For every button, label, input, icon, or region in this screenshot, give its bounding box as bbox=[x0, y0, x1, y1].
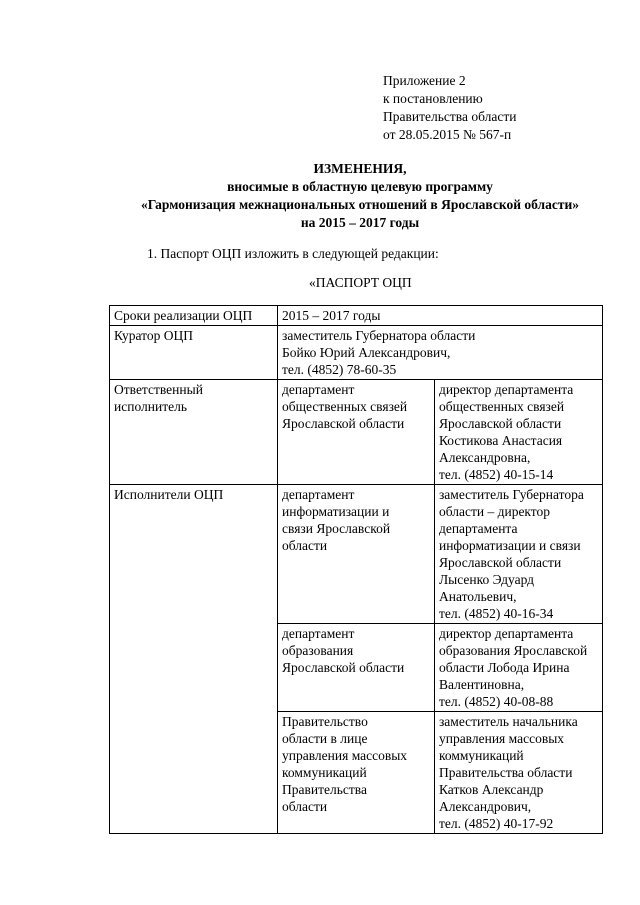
cell-line: образования bbox=[282, 643, 354, 658]
cell-line: тел. (4852) 40-15-14 bbox=[438, 467, 554, 482]
cell-line: области в лице bbox=[282, 731, 368, 746]
responsible-label bbox=[110, 380, 278, 485]
cell-line: коммуникаций bbox=[282, 765, 367, 780]
table-row bbox=[110, 485, 603, 624]
cell-line: Александрович, bbox=[438, 799, 532, 814]
responsible-org bbox=[278, 380, 435, 485]
appendix-block bbox=[383, 72, 516, 144]
cell-line: департамент bbox=[282, 382, 355, 397]
cell-line: заместитель Губернатора bbox=[438, 487, 584, 502]
cell-line: области Лобода Ирина bbox=[438, 660, 570, 675]
table-row bbox=[110, 306, 603, 326]
cell-line: Александровна, bbox=[438, 450, 531, 465]
paragraph-1: 1. Паспорт ОЦП изложить в следующей редакции: bbox=[147, 246, 439, 261]
executor-person bbox=[434, 624, 602, 712]
passport-table bbox=[109, 305, 603, 834]
cell-line: Валентиновна, bbox=[438, 677, 525, 692]
cell-line: информатизации и bbox=[282, 504, 390, 519]
cell-line: Катков Александр bbox=[438, 782, 544, 797]
table-row bbox=[110, 326, 603, 380]
cell-line: управления массовых bbox=[438, 731, 565, 746]
period-value: 2015 – 2017 годы bbox=[278, 306, 603, 326]
table-row bbox=[110, 380, 603, 485]
executors-label: Исполнители ОЦП bbox=[110, 485, 278, 834]
title-line: ИЗМЕНЕНИЯ, bbox=[313, 161, 407, 176]
cell-line: области bbox=[282, 799, 328, 814]
cell-line: Костикова Анастасия bbox=[438, 433, 563, 448]
cell-line: области – директор bbox=[438, 504, 551, 519]
cell-line: директор департамента bbox=[438, 626, 574, 641]
appendix-line: от 28.05.2015 № 567-п bbox=[383, 127, 512, 142]
document-title bbox=[100, 160, 620, 232]
cell-line: Правительства области bbox=[438, 765, 573, 780]
executor-org bbox=[278, 485, 435, 624]
passport-heading: «ПАСПОРТ ОЦП bbox=[309, 275, 412, 290]
curator-label: Куратор ОЦП bbox=[110, 326, 278, 380]
cell-line: управления массовых bbox=[282, 748, 408, 763]
period-label: Сроки реализации ОЦП bbox=[110, 306, 278, 326]
cell-line: департамент bbox=[282, 487, 355, 502]
cell-line: Лысенко Эдуард bbox=[438, 572, 535, 587]
cell-line: Бойко Юрий Александрович, bbox=[282, 345, 451, 360]
cell-line: общественных связей bbox=[438, 399, 565, 414]
cell-line: тел. (4852) 40-16-34 bbox=[438, 606, 554, 621]
executor-person bbox=[434, 485, 602, 624]
cell-line: Ярославской области bbox=[438, 555, 562, 570]
curator-value bbox=[278, 326, 603, 380]
cell-line: тел. (4852) 40-17-92 bbox=[438, 816, 554, 831]
cell-line: тел. (4852) 78-60-35 bbox=[282, 362, 397, 377]
cell-line: области bbox=[282, 538, 328, 553]
executor-org bbox=[278, 712, 435, 834]
cell-line: Анатольевич, bbox=[438, 589, 517, 604]
cell-line: исполнитель bbox=[114, 399, 187, 414]
cell-line: Ярославской области bbox=[282, 660, 405, 675]
title-line: вносимые в областную целевую программу bbox=[227, 179, 493, 194]
cell-line: Ярославской области bbox=[282, 416, 405, 431]
cell-line: тел. (4852) 40-08-88 bbox=[438, 694, 554, 709]
cell-line: заместитель начальника bbox=[438, 714, 578, 729]
cell-line: общественных связей bbox=[282, 399, 408, 414]
cell-line: заместитель Губернатора области bbox=[282, 328, 476, 343]
cell-line: Правительства bbox=[282, 782, 367, 797]
cell-line: Ответственный bbox=[114, 382, 203, 397]
cell-line: коммуникаций bbox=[438, 748, 524, 763]
executor-person bbox=[434, 712, 602, 834]
cell-line: информатизации и связи bbox=[438, 538, 581, 553]
responsible-person bbox=[434, 380, 602, 485]
appendix-line: Правительства области bbox=[383, 109, 517, 124]
title-line: на 2015 – 2017 годы bbox=[300, 215, 420, 230]
cell-line: департамент bbox=[282, 626, 355, 641]
appendix-line: к постановлению bbox=[383, 91, 483, 106]
cell-line: департамента bbox=[438, 521, 518, 536]
cell-line: Правительство bbox=[282, 714, 368, 729]
cell-line: директор департамента bbox=[438, 382, 574, 397]
cell-line: связи Ярославской bbox=[282, 521, 391, 536]
cell-line: Ярославской области bbox=[438, 416, 562, 431]
title-line: «Гармонизация межнациональных отношений в Ярославской области» bbox=[141, 197, 579, 212]
cell-line: образования Ярославской bbox=[438, 643, 588, 658]
appendix-line: Приложение 2 bbox=[383, 73, 466, 88]
executor-org bbox=[278, 624, 435, 712]
